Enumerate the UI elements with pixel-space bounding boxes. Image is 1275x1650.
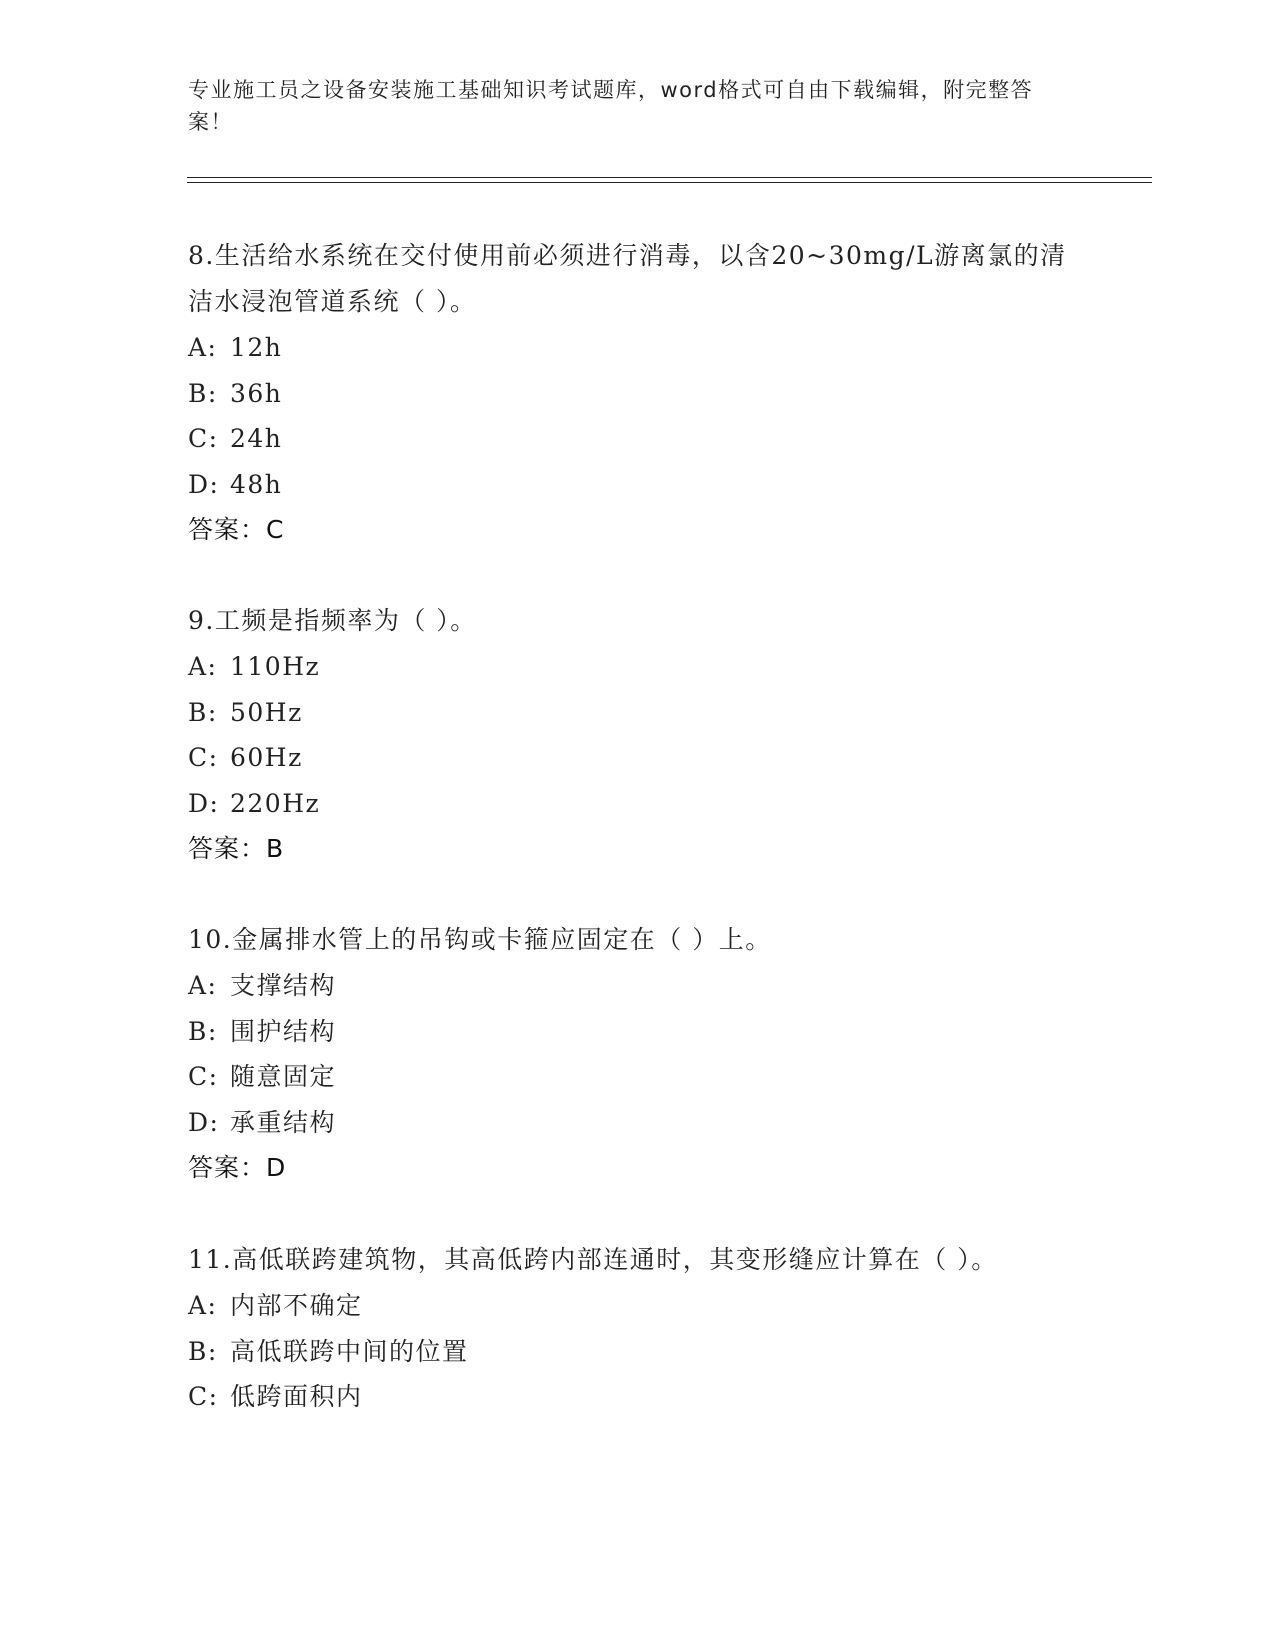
question-stem: 9.工频是指频率为（ ）。 <box>188 606 477 635</box>
option-c <box>188 416 1068 462</box>
option-key: B: <box>188 1016 218 1046</box>
option-b <box>188 1329 1068 1375</box>
option-key: D: <box>188 469 220 499</box>
question-9 <box>188 598 1068 872</box>
option-a <box>188 1283 1068 1329</box>
question-stem: 8.生活给水系统在交付使用前必须进行消毒，以含20~30mg/L游离氯的清洁水浸泡管道系统（ ）。 <box>188 241 1067 316</box>
option-text: 220Hz <box>230 788 321 818</box>
option-d <box>188 1100 1068 1146</box>
option-key: B: <box>188 697 218 727</box>
option-key: C: <box>188 1382 219 1411</box>
option-key: B: <box>188 378 218 408</box>
answer: 答案：B <box>188 834 285 863</box>
option-text: 24h <box>230 424 283 453</box>
option-key: A: <box>188 333 218 362</box>
option-a <box>188 644 1068 690</box>
option-c <box>188 735 1068 781</box>
option-text: 支撑结构 <box>230 971 337 1000</box>
option-key: A: <box>188 652 218 681</box>
answer: 答案：D <box>188 1153 287 1182</box>
answer: 答案：C <box>188 515 285 544</box>
question-stem: 10.金属排水管上的吊钩或卡箍应固定在（ ）上。 <box>188 925 772 954</box>
option-a <box>188 963 1068 1009</box>
question-11 <box>188 1237 1068 1420</box>
option-c <box>188 1374 1068 1420</box>
option-text: 12h <box>230 333 283 362</box>
option-key: B: <box>188 1336 218 1366</box>
option-d <box>188 781 1068 827</box>
option-key: A: <box>188 971 218 1000</box>
option-text: 随意固定 <box>230 1062 337 1091</box>
document-header: 专业施工员之设备安装施工基础知识考试题库，word格式可自由下载编辑，附完整答案！ <box>188 78 1034 134</box>
option-b <box>188 371 1068 417</box>
option-d <box>188 462 1068 508</box>
option-text: 高低联跨中间的位置 <box>230 1336 469 1366</box>
option-text: 内部不确定 <box>230 1291 363 1320</box>
option-b <box>188 690 1068 736</box>
option-text: 低跨面积内 <box>230 1382 363 1411</box>
option-text: 60Hz <box>230 743 303 772</box>
option-text: 110Hz <box>230 652 321 681</box>
option-key: D: <box>188 788 220 818</box>
question-stem: 11.高低联跨建筑物，其高低跨内部连通时，其变形缝应计算在（ ）。 <box>188 1245 998 1274</box>
option-b <box>188 1009 1068 1055</box>
option-text: 围护结构 <box>230 1016 337 1046</box>
option-key: C: <box>188 1062 219 1091</box>
header-divider-bottom <box>187 182 1152 183</box>
option-text: 36h <box>230 378 283 408</box>
option-text: 50Hz <box>230 697 303 727</box>
option-key: D: <box>188 1107 220 1137</box>
question-10 <box>188 917 1068 1191</box>
option-c <box>188 1054 1068 1100</box>
option-key: C: <box>188 424 219 453</box>
option-key: A: <box>188 1291 218 1320</box>
option-text: 48h <box>230 469 283 499</box>
question-8 <box>188 233 1068 553</box>
option-a <box>188 325 1068 371</box>
option-key: C: <box>188 743 219 772</box>
header-divider-top <box>187 177 1152 178</box>
option-text: 承重结构 <box>230 1107 337 1137</box>
